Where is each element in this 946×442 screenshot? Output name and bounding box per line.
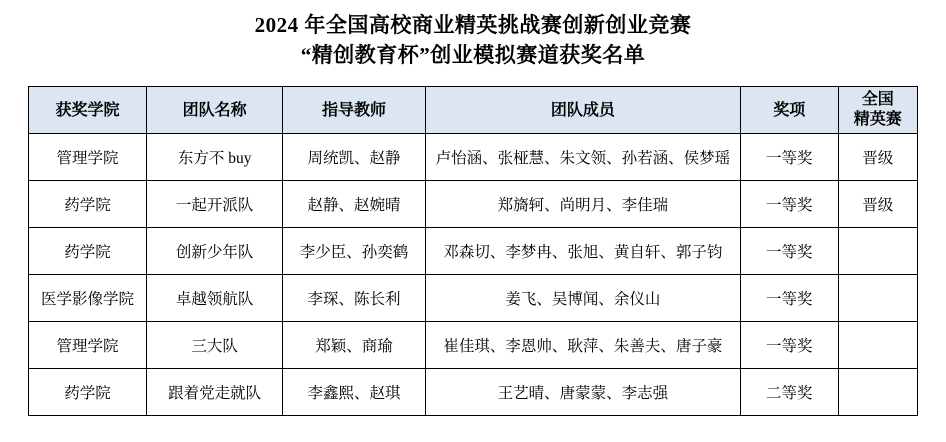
award-table [28,86,918,416]
cell-teacher: 李鑫熙、赵琪 [283,369,425,416]
table-row [29,322,918,369]
cell-college: 药学院 [29,369,147,416]
cell-members: 卢怡涵、张桠慧、朱文领、孙若涵、侯梦瑶 [425,134,740,181]
table-header [29,87,918,134]
cell-award: 一等奖 [740,228,838,275]
cell-award: 一等奖 [740,322,838,369]
cell-final: 晋级 [838,134,917,181]
table-row [29,181,918,228]
cell-members: 崔佳琪、李恩帅、耿萍、朱善夫、唐子豪 [425,322,740,369]
cell-award: 二等奖 [740,369,838,416]
cell-team: 卓越领航队 [146,275,282,322]
cell-teacher: 李少臣、孙奕鹤 [283,228,425,275]
cell-final: 晋级 [838,181,917,228]
title-line-1: 2024 年全国高校商业精英挑战赛创新创业竞赛 [254,13,692,37]
cell-final [838,369,917,416]
table-row [29,134,918,181]
award-table-wrapper [28,86,918,416]
cell-award: 一等奖 [740,134,838,181]
column-header-teacher: 指导教师 [283,87,425,134]
title-line-2: “精创教育杯”创业模拟赛道获奖名单 [300,43,646,67]
cell-college: 管理学院 [29,134,147,181]
table-body [29,134,918,416]
cell-college: 管理学院 [29,322,147,369]
column-header-final [838,87,917,134]
cell-members: 邓森切、李梦冉、张旭、黄自轩、郭子钧 [425,228,740,275]
cell-college: 医学影像学院 [29,275,147,322]
cell-members: 姜飞、吴博闻、余仪山 [425,275,740,322]
cell-final [838,228,917,275]
column-header-final-line-2: 精英赛 [853,111,902,128]
cell-teacher: 赵静、赵婉晴 [283,181,425,228]
cell-college: 药学院 [29,181,147,228]
cell-award: 一等奖 [740,181,838,228]
cell-teacher: 郑颖、商瑜 [283,322,425,369]
column-header-award: 奖项 [740,87,838,134]
table-row [29,369,918,416]
cell-college: 药学院 [29,228,147,275]
cell-team: 东方不 buy [146,134,282,181]
cell-team: 一起开派队 [146,181,282,228]
cell-team: 创新少年队 [146,228,282,275]
cell-teacher: 李琛、陈长利 [283,275,425,322]
cell-final [838,322,917,369]
cell-members: 郑旖轲、尚明月、李佳瑞 [425,181,740,228]
table-header-row [29,87,918,134]
column-header-members: 团队成员 [425,87,740,134]
cell-award: 一等奖 [740,275,838,322]
document-title [0,0,946,70]
cell-team: 跟着党走就队 [146,369,282,416]
column-header-college: 获奖学院 [29,87,147,134]
column-header-team: 团队名称 [146,87,282,134]
column-header-final-line-1: 全国 [861,91,894,108]
table-row [29,275,918,322]
cell-members: 王艺晴、唐蒙蒙、李志强 [425,369,740,416]
cell-team: 三大队 [146,322,282,369]
cell-teacher: 周统凯、赵静 [283,134,425,181]
cell-final [838,275,917,322]
table-row [29,228,918,275]
